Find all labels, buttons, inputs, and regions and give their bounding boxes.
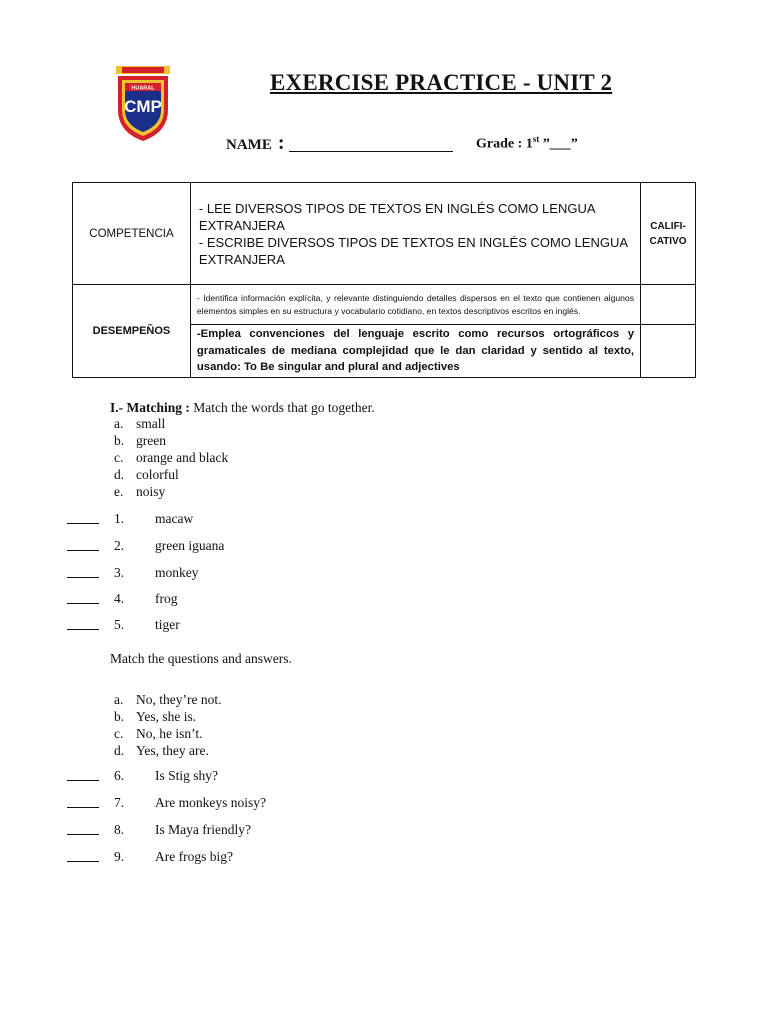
option-text: small bbox=[136, 416, 166, 431]
option-text: noisy bbox=[136, 484, 166, 499]
option-letter: b. bbox=[114, 709, 125, 724]
section1-heading bbox=[110, 400, 375, 416]
grade-label: Grade : 1 bbox=[476, 136, 533, 152]
item-number: 4. bbox=[114, 591, 125, 606]
item-number: 8. bbox=[114, 822, 125, 837]
item-text: Is Stig shy? bbox=[155, 768, 219, 783]
answer-blank[interactable] bbox=[67, 619, 99, 630]
section2-instruction: Match the questions and answers. bbox=[110, 651, 292, 666]
name-blank-line[interactable] bbox=[289, 137, 453, 152]
competency-table bbox=[72, 182, 696, 378]
page-title: EXERCISE PRACTICE - UNIT 2 bbox=[270, 70, 613, 95]
answer-blank[interactable] bbox=[67, 797, 99, 808]
option-text: orange and black bbox=[136, 450, 229, 465]
section1-instruction: Match the words that go together. bbox=[189, 400, 375, 415]
list-item bbox=[114, 743, 221, 760]
match-item bbox=[67, 538, 224, 554]
option-letter: c. bbox=[114, 726, 124, 741]
option-list-2 bbox=[114, 692, 221, 760]
answer-blank[interactable] bbox=[67, 593, 99, 604]
grade-superscript: st bbox=[532, 134, 540, 144]
match-item bbox=[67, 795, 266, 811]
option-letter: c. bbox=[114, 450, 124, 465]
answer-blank[interactable] bbox=[67, 770, 99, 781]
item-text: Is Maya friendly? bbox=[155, 822, 251, 837]
calificativo-label: CALIFI-CATIVO bbox=[641, 183, 696, 285]
answer-blank[interactable] bbox=[67, 851, 99, 862]
desempeno-2-text: -Emplea convenciones del lenguaje escrito como recursos ortográficos y gramaticales de mediana complejidad que le dan claridad y sentido al texto, usando: To Be singular and plural and adjectives bbox=[190, 325, 640, 378]
list-item bbox=[114, 726, 221, 743]
option-letter: e. bbox=[114, 484, 124, 499]
option-letter: b. bbox=[114, 433, 125, 448]
match-item bbox=[67, 591, 178, 607]
option-letter: a. bbox=[114, 692, 124, 707]
option-text: Yes, she is. bbox=[136, 709, 197, 724]
competencia-row bbox=[73, 183, 696, 285]
item-number: 7. bbox=[114, 795, 125, 810]
option-text: No, they’re not. bbox=[136, 692, 222, 707]
item-number: 6. bbox=[114, 768, 125, 783]
section1-heading-label: I.- Matching : bbox=[110, 400, 190, 415]
item-text: monkey bbox=[155, 565, 199, 580]
option-letter: d. bbox=[114, 467, 125, 482]
answer-blank[interactable] bbox=[67, 540, 99, 551]
option-text: Yes, they are. bbox=[136, 743, 209, 758]
item-number: 9. bbox=[114, 849, 125, 864]
answer-blank[interactable] bbox=[67, 513, 99, 524]
competencia-label: COMPETENCIA bbox=[73, 183, 191, 285]
logo-banner-text: HUARAL bbox=[131, 85, 155, 92]
list-item bbox=[114, 484, 228, 501]
item-number: 3. bbox=[114, 565, 125, 580]
competencia-line: - LEE DIVERSOS TIPOS DE TEXTOS EN INGLÉS COMO LENGUA EXTRANJERA bbox=[198, 200, 595, 233]
match-item bbox=[67, 617, 180, 633]
item-number: 5. bbox=[114, 617, 125, 632]
list-item bbox=[114, 450, 228, 467]
item-text: green iguana bbox=[155, 538, 225, 553]
name-colon: : bbox=[277, 132, 285, 154]
option-text: colorful bbox=[136, 467, 179, 482]
match-item bbox=[67, 511, 193, 527]
list-item bbox=[114, 709, 221, 726]
grade-blank: ”___” bbox=[539, 136, 578, 152]
grade-cell-1[interactable] bbox=[641, 285, 696, 325]
match-item bbox=[67, 768, 218, 784]
option-letter: d. bbox=[114, 743, 125, 758]
name-field[interactable] bbox=[226, 132, 453, 155]
item-number: 2. bbox=[114, 538, 125, 553]
school-logo bbox=[114, 66, 172, 142]
match-item bbox=[67, 849, 233, 865]
answer-blank[interactable] bbox=[67, 824, 99, 835]
item-text: macaw bbox=[155, 511, 194, 526]
list-item bbox=[114, 467, 228, 484]
grade-field[interactable] bbox=[476, 134, 578, 153]
option-letter: a. bbox=[114, 416, 124, 431]
name-label: NAME bbox=[226, 137, 272, 153]
answer-blank[interactable] bbox=[67, 567, 99, 578]
option-text: green bbox=[136, 433, 166, 448]
item-text: tiger bbox=[155, 617, 180, 632]
desempeno-1-text: - Identifica información explícita, y relevante distinguiendo detalles dispersos en el texto que contienen algunos elementos simples en su estructura y vocabulario cotidiano, en textos descriptivos escritos en inglés. bbox=[190, 285, 640, 325]
option-list-1 bbox=[114, 416, 228, 501]
competencia-line: - ESCRIBE DIVERSOS TIPOS DE TEXTOS EN INGLÉS COMO LENGUA EXTRANJERA bbox=[198, 234, 628, 267]
option-text: No, he isn’t. bbox=[136, 726, 203, 741]
grade-cell-2[interactable] bbox=[641, 325, 696, 378]
item-text: Are monkeys noisy? bbox=[155, 795, 266, 810]
item-number: 1. bbox=[114, 511, 125, 526]
match-item bbox=[67, 822, 251, 838]
list-item bbox=[114, 433, 228, 450]
item-text: frog bbox=[155, 591, 178, 606]
item-text: Are frogs big? bbox=[155, 849, 233, 864]
desempeno-row-1 bbox=[73, 285, 696, 325]
logo-text: CMP bbox=[124, 97, 162, 116]
competencia-text bbox=[190, 183, 640, 285]
list-item bbox=[114, 692, 221, 709]
match-item bbox=[67, 565, 199, 581]
list-item bbox=[114, 416, 228, 433]
desempenos-label: DESEMPEÑOS bbox=[73, 285, 191, 378]
